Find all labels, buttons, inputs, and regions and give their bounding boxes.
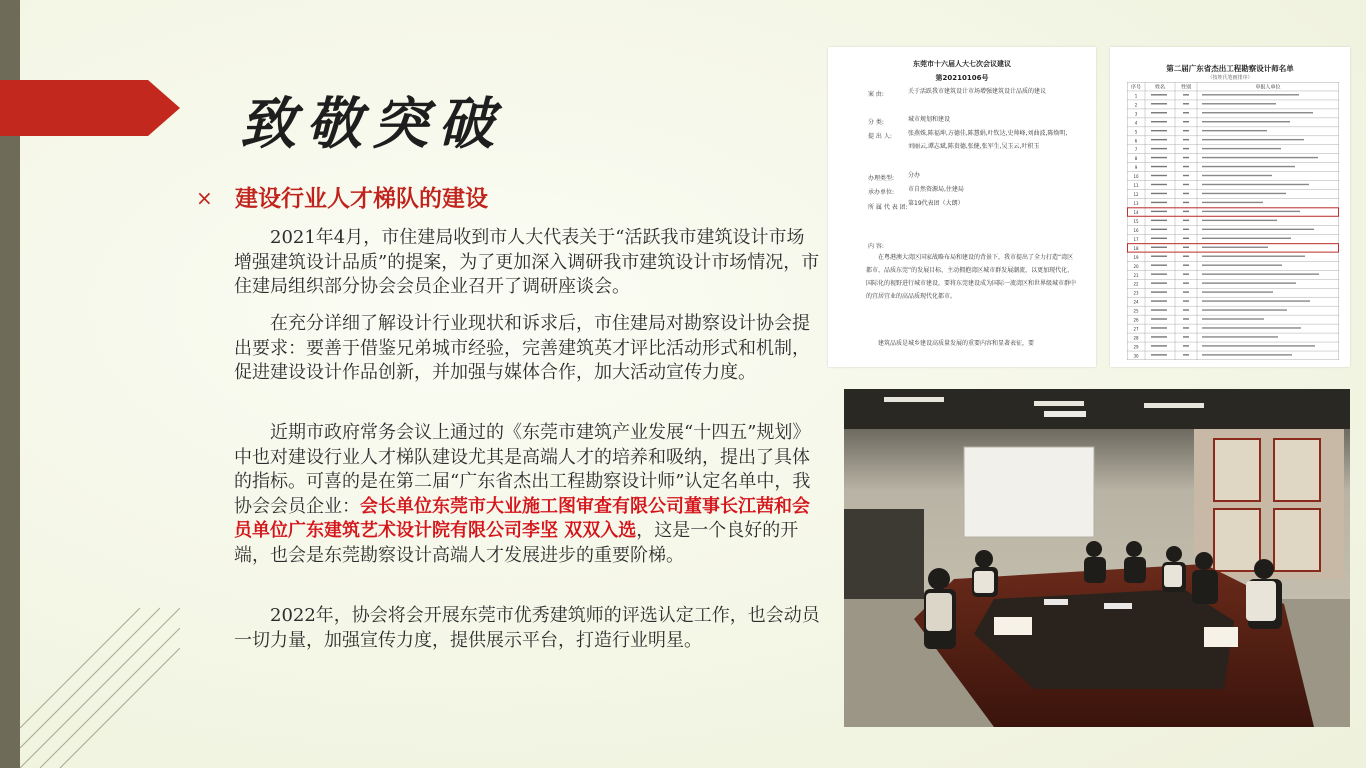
doc2-row-number: 5 <box>1134 129 1138 135</box>
doc2-subtitle: （按姓氏笔画排序） <box>1207 75 1253 81</box>
section-subtitle: 建设行业人才梯队的建设 <box>235 185 488 212</box>
doc2-row-number: 25 <box>1133 308 1139 314</box>
doc2-row-number: 14 <box>1133 210 1139 216</box>
doc2-row-number: 4 <box>1134 120 1138 126</box>
doc2-row-number: 23 <box>1133 290 1139 296</box>
doc1-title: 东莞市十六届人大七次会议建议 <box>913 60 1011 68</box>
doc1-number: 第20210106号 <box>935 74 989 82</box>
doc2-row-number: 1 <box>1134 93 1138 99</box>
doc1-value-4: 市自然资源局,住建局 <box>908 186 964 193</box>
doc1-value-2: 张燕姝,陈福坤,方德佳,陈慧娟,叶钦达,史帅峰,刘曲波,陈焕明,刘丽云,谭志斌,陈贵德,张健,张军生,吴玉云,叶积玉 <box>908 130 1068 150</box>
doc1-body-2: 建筑品质是城乡建设高质量发展的重要内容和显著表征，要 <box>878 340 1035 347</box>
designer-list-table <box>1127 82 1339 360</box>
meeting-room-photo <box>844 389 1350 727</box>
proposal-document-image <box>828 47 1096 367</box>
paragraph-4: 2022年，协会将会开展东莞市优秀建筑师的评选认定工作，也会动员一切力量，加强宣传力度，提供展示平台，打造行业明星。 <box>234 605 820 651</box>
doc2-row-number: 26 <box>1133 317 1139 323</box>
doc2-row-number: 16 <box>1133 227 1139 233</box>
doc1-label-3: 办理类型: <box>868 175 895 182</box>
paragraph-2: 在充分详细了解设计行业现状和诉求后，市住建局对勘察设计协会提出要求：要善于借鉴兄弟城市经验，完善建筑英才评比活动形式和机制，促进建设设计作品创新，并加强与媒体合作，加大活动宣传力度。 <box>234 313 810 383</box>
doc2-row-number: 7 <box>1134 147 1138 153</box>
doc1-label-4: 承办单位: <box>868 189 895 196</box>
paragraph-3-before: 近期市政府常务会议上通过的《东莞市建筑产业发展“十四五”规划》中也对建设行业人才梯队建设尤其是高端人才的培养和吸纳，提出了具体的指标。可喜的是在第二届“广东省杰出工程勘察设计师”认定名单中，我协会会员企业： <box>234 422 811 517</box>
doc2-row-number: 29 <box>1133 344 1139 350</box>
doc1-value-5: 第19代表团（大朗） <box>908 200 964 207</box>
doc2-row-number: 12 <box>1133 192 1139 198</box>
paragraph-1: 2021年4月，市住建局收到市人大代表关于“活跃我市建筑设计市场 增强建筑设计品质”的提案，为了更加深入调研我市建筑设计市场情况，市住建局组织部分协会会员企业召开了调研座谈会。 <box>234 227 820 297</box>
doc1-value-0: 关于活跃我市建筑设计市场增强建筑设计品质的建议 <box>908 88 1047 95</box>
paragraph-3-highlight: 会长单位东莞市大业施工图审查有限公司董事长江茜和会员单位广东建筑艺术设计院有限公司李坚 双双入选 <box>234 495 810 541</box>
decorative-lines <box>0 548 180 768</box>
doc1-value-3: 分办 <box>908 172 921 179</box>
doc2-row-number: 17 <box>1133 236 1139 242</box>
doc2-row-number: 11 <box>1133 183 1139 189</box>
doc1-label-5: 所 属 代 表 团: <box>868 204 908 211</box>
doc1-body: 在粤港澳大湾区国家战略布局和建设的背景下，我市提出了全力打造“湾区都市、品质东莞”的发展目标，主动拥抱湾区城市群发展潮流，以更加现代化、国际化的视野进行城市建设，要将东莞建设成为国际一流湾区和世界级城市群中的宜居宜业的高品质现代化都市。 <box>866 254 1077 300</box>
doc2-row-number: 30 <box>1133 353 1139 359</box>
doc2-row-number: 20 <box>1133 263 1139 269</box>
doc2-row-number: 13 <box>1133 201 1139 207</box>
title-arrow-shape <box>0 80 180 136</box>
doc2-row-number: 15 <box>1133 218 1139 224</box>
doc2-row-number: 9 <box>1134 165 1138 171</box>
doc1-label-0: 案 由: <box>868 91 884 98</box>
doc2-row-number: 3 <box>1134 111 1138 117</box>
doc2-header-1: 姓名 <box>1154 84 1166 91</box>
bullet-x-icon: × <box>196 186 213 210</box>
doc2-row-number: 28 <box>1133 335 1139 341</box>
doc2-header-2: 性别 <box>1180 84 1192 91</box>
doc2-header-3: 申报人单位 <box>1255 84 1281 91</box>
doc2-row-number: 2 <box>1134 102 1138 108</box>
doc2-title: 第二届广东省杰出工程勘察设计师名单 <box>1166 64 1294 73</box>
doc1-label-2: 提 出 人: <box>868 133 892 140</box>
doc1-label-6: 内 容: <box>868 243 884 250</box>
doc2-row-number: 27 <box>1133 326 1139 332</box>
designer-list-document-image <box>1110 47 1350 367</box>
doc1-label-1: 分 类: <box>868 119 884 126</box>
doc2-row-number: 22 <box>1133 281 1139 287</box>
paragraph-3 <box>234 421 820 568</box>
meeting-photo-illustration <box>844 389 1350 727</box>
doc1-value-1: 城市规划和建设 <box>908 116 951 123</box>
slide-title: 致敬突破 <box>240 91 504 157</box>
doc2-row-number: 10 <box>1133 174 1139 180</box>
doc2-row-number: 8 <box>1134 156 1138 162</box>
doc2-row-number: 24 <box>1133 299 1139 305</box>
doc2-row-number: 18 <box>1133 245 1139 251</box>
doc2-row-number: 21 <box>1133 272 1139 278</box>
doc2-header-0: 序号 <box>1130 84 1142 91</box>
doc2-row-number: 6 <box>1134 138 1138 144</box>
doc2-row-number: 19 <box>1133 254 1139 260</box>
paragraph-3-after: ，这是一个良好的开端，也会是东莞勘察设计高端人才发展进步的重要阶梯。 <box>234 520 799 566</box>
